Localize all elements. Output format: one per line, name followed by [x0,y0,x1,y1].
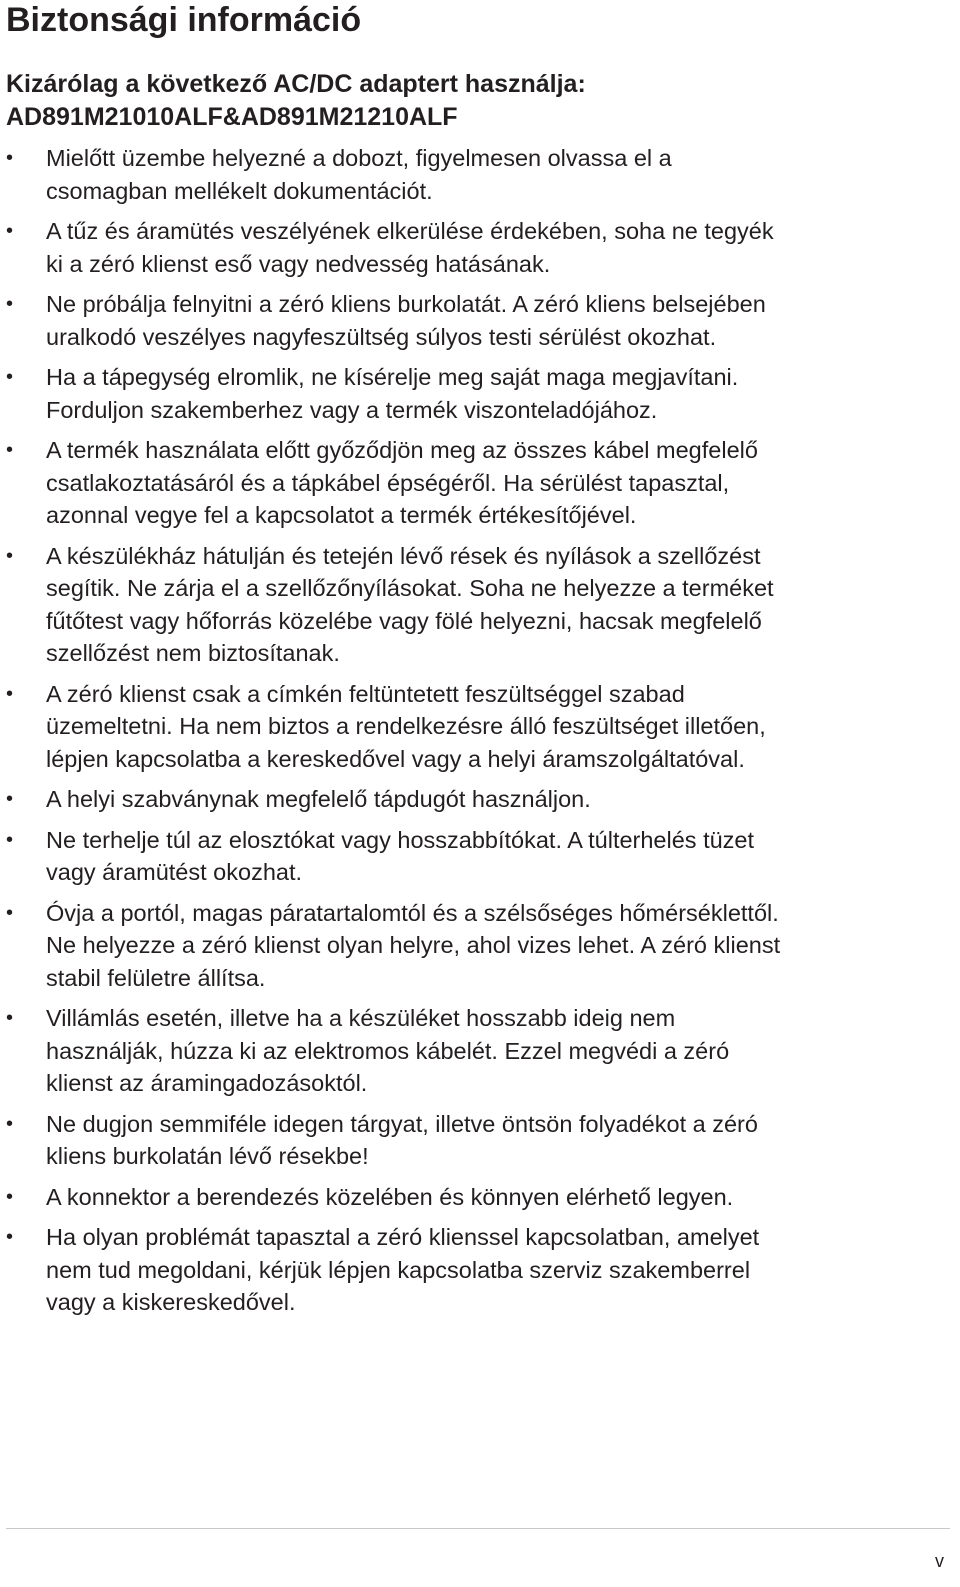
bullet-line: • Ne dugjon semmiféle idegen tárgyat, illetve öntsön folyadékot a zéró [46,1110,758,1137]
safety-bullet-item [0,540,920,670]
bullet-line: nem tud megoldani, kérjük lépjen kapcsolatba szerviz szakemberrel [46,1256,751,1283]
safety-bullet-item [0,678,920,776]
bullet-line: lépjen kapcsolatba a kereskedővel vagy a helyi áramszolgáltatóval. [46,745,745,772]
bullet-line: szellőzést nem biztosítanak. [46,640,340,666]
safety-bullet-item [0,434,920,532]
bullet-text [46,215,920,280]
bullet-line: segítik. Ne zárja el a szellőzőnyílásokat. Soha ne helyezze a terméket [46,575,774,601]
bullet-line: használják, húzza ki az elektromos kábelét. Ezzel megvédi a zéró [46,1037,730,1064]
bullet-line: • A zéró klienst csak a címkén feltüntetett feszültséggel szabad [46,680,685,707]
bullet-line: vagy a kiskereskedővel. [46,1289,296,1315]
page-number: v [935,1551,944,1571]
adapter-requirement-heading [6,68,586,134]
bullet-text [46,897,920,995]
bullet-text [46,824,920,889]
bullet-text [46,678,920,776]
bullet-line: uralkodó veszélyes nagyfeszültség súlyos testi sérülést okozhat. [46,323,717,350]
bullet-text [46,783,920,816]
page-title: Biztonsági információ [6,1,362,39]
adapter-requirement-line: Kizárólag a következő AC/DC adaptert használja: [6,70,586,98]
bullet-line: stabil felületre állítsa. [46,964,266,991]
bullet-text [46,288,920,353]
safety-bullet-item [0,897,920,995]
footer-divider [6,1528,950,1529]
bullet-line: • Ne próbálja felnyitni a zéró kliens burkolatát. A zéró kliens belsejében [46,291,766,317]
safety-bullet-item [0,142,920,207]
bullet-text [46,1002,920,1100]
safety-bullet-item [0,361,920,426]
bullet-line: • A termék használata előtt győződjön meg az összes kábel megfelelő [46,437,758,463]
bullet-line: klienst az áramingadozásoktól. [46,1070,368,1096]
bullet-line: fűtőtest vagy hőforrás közelébe vagy fölé helyezni, hacsak megfelelő [46,607,762,634]
safety-bullet-list [0,142,920,1327]
bullet-text [46,540,920,670]
safety-bullet-item [0,783,920,816]
bullet-line: kliens burkolatán lévő résekbe! [46,1143,369,1169]
bullet-line: • Ne terhelje túl az elosztókat vagy hosszabbítókat. A túlterhelés tüzet [46,826,755,853]
bullet-line: vagy áramütést okozhat. [46,859,303,885]
bullet-line: • Ha olyan problémát tapasztal a zéró klienssel kapcsolatban, amelyet [46,1224,760,1250]
bullet-line: • Óvja a portól, magas páratartalomtól és a szélsőséges hőmérséklettől. [46,899,779,926]
bullet-text [46,142,920,207]
bullet-text [46,361,920,426]
bullet-text [46,1221,920,1319]
bullet-line: csatlakoztatásáról és a tápkábel épségéről. Ha sérülést tapasztal, [46,469,730,496]
bullet-text [46,1181,920,1214]
safety-bullet-item [0,215,920,280]
safety-bullet-item [0,1181,920,1214]
safety-bullet-item [0,824,920,889]
bullet-line: Forduljon szakemberhez vagy a termék viszonteladójához. [46,396,658,423]
safety-bullet-item [0,288,920,353]
bullet-line: üzemeltetni. Ha nem biztos a rendelkezésre álló feszültséget illetően, [46,713,766,739]
adapter-model-numbers: AD891M21010ALF&AD891M21210ALF [6,103,458,131]
safety-bullet-item [0,1002,920,1100]
bullet-line: Ne helyezze a zéró klienst olyan helyre, ahol vizes lehet. A zéró klienst [46,932,781,958]
bullet-line: • Villámlás esetén, illetve ha a készüléket hosszabb ideig nem [46,1005,676,1031]
bullet-line: • A helyi szabványnak megfelelő tápdugót használjon. [46,786,591,812]
bullet-line: • Mielőtt üzembe helyezné a dobozt, figyelmesen olvassa el a [46,145,672,171]
safety-bullet-item [0,1108,920,1173]
bullet-line: ki a zéró klienst eső vagy nedvesség hatásának. [46,250,551,277]
bullet-line: • Ha a tápegység elromlik, ne kísérelje meg saját maga megjavítani. [46,364,739,390]
safety-bullet-item [0,1221,920,1319]
bullet-line: • A konnektor a berendezés közelében és könnyen elérhető legyen. [46,1183,734,1210]
bullet-line: • A tűz és áramütés veszélyének elkerülése érdekében, soha ne tegyék [46,218,774,244]
bullet-line: azonnal vegye fel a kapcsolatot a termék értékesítőjével. [46,502,637,528]
bullet-line: csomagban mellékelt dokumentációt. [46,177,433,204]
bullet-line: • A készülékház hátulján és tetején lévő rések és nyílások a szellőzést [46,542,761,569]
bullet-text [46,1108,920,1173]
bullet-text [46,434,920,532]
